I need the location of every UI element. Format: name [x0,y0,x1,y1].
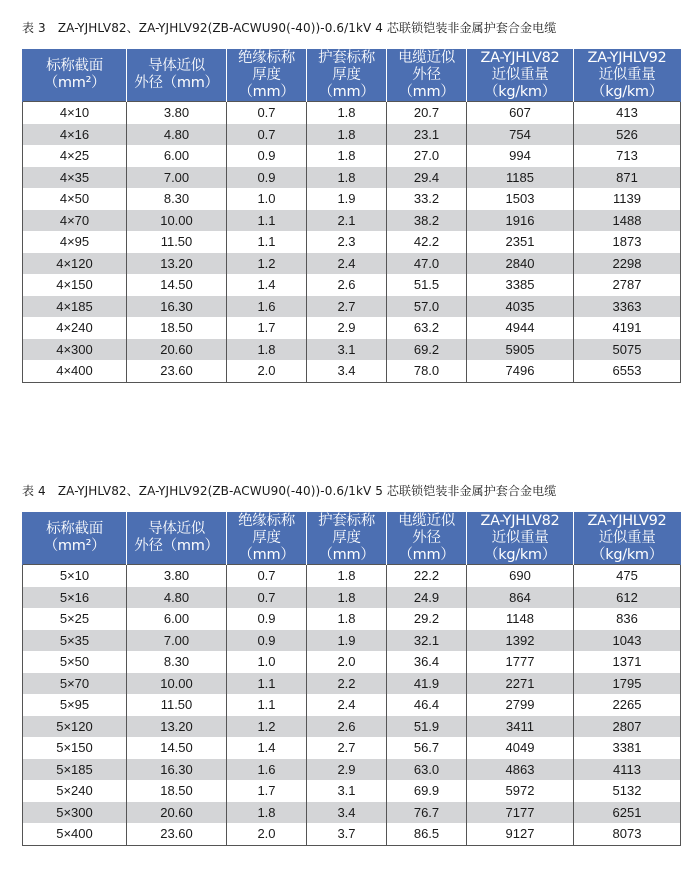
table-cell: 607 [467,102,574,124]
table-4-body [23,565,681,846]
table-cell: 22.2 [387,565,467,587]
table-cell: 2.0 [307,651,387,673]
table-cell: 3381 [574,737,681,759]
table-cell: 0.7 [227,102,307,124]
table-cell: 713 [574,145,681,167]
table-4-header-row [23,512,681,565]
table-cell: 2298 [574,253,681,275]
table-row [23,759,681,781]
table-cell: 4×400 [23,360,127,382]
table-cell: 2351 [467,231,574,253]
table-cell: 5×16 [23,587,127,609]
table-cell: 23.1 [387,124,467,146]
table-cell: 4191 [574,317,681,339]
table-cell: 8.30 [127,188,227,210]
table-cell: 1.7 [227,317,307,339]
table-cell: 41.9 [387,673,467,695]
column-header: 导体近似 外径（mm） [127,49,227,102]
table-cell: 5×300 [23,802,127,824]
table-row [23,694,681,716]
table-row [23,167,681,189]
table-row [23,231,681,253]
table-cell: 2.9 [307,317,387,339]
table-cell: 13.20 [127,716,227,738]
table-cell: 10.00 [127,673,227,695]
table-cell: 3385 [467,274,574,296]
table-4 [22,512,681,846]
table-cell: 1503 [467,188,574,210]
table-cell: 864 [467,587,574,609]
table-cell: 4×70 [23,210,127,232]
table-cell: 2840 [467,253,574,275]
table-3-caption: 表 3 ZA-YJHLV82、ZA-YJHLV92(ZB-ACWU90(-40))-0.6/1kV 4 芯联锁铠装非金属护套合金电缆 [22,21,557,35]
table-row [23,210,681,232]
table-cell: 0.7 [227,124,307,146]
table-cell: 475 [574,565,681,587]
table-cell: 24.9 [387,587,467,609]
table-cell: 4×185 [23,296,127,318]
table-cell: 4944 [467,317,574,339]
table-cell: 5075 [574,339,681,361]
column-header: 护套标称 厚度（mm） [307,49,387,102]
table-cell: 1873 [574,231,681,253]
table-cell: 1.0 [227,188,307,210]
table-cell: 9127 [467,823,574,845]
table-cell: 76.7 [387,802,467,824]
table-cell: 1.8 [307,565,387,587]
table-3-section [22,20,680,383]
column-header: 绝缘标称 厚度（mm） [227,49,307,102]
table-cell: 4×150 [23,274,127,296]
table-cell: 57.0 [387,296,467,318]
table-cell: 1.9 [307,630,387,652]
table-cell: 51.9 [387,716,467,738]
table-cell: 5×35 [23,630,127,652]
table-cell: 8073 [574,823,681,845]
table-cell: 3.7 [307,823,387,845]
table-cell: 2.0 [227,823,307,845]
table-cell: 2.6 [307,716,387,738]
table-cell: 3363 [574,296,681,318]
table-cell: 1.1 [227,694,307,716]
table-cell: 3.1 [307,780,387,802]
table-cell: 5×185 [23,759,127,781]
table-cell: 1.9 [307,188,387,210]
table-cell: 3.80 [127,565,227,587]
table-cell: 1.8 [307,124,387,146]
table-cell: 11.50 [127,231,227,253]
table-cell: 2.7 [307,737,387,759]
table-cell: 42.2 [387,231,467,253]
table-cell: 38.2 [387,210,467,232]
table-cell: 1.6 [227,759,307,781]
table-cell: 14.50 [127,274,227,296]
table-cell: 5×70 [23,673,127,695]
table-cell: 6553 [574,360,681,382]
table-3-header-row [23,49,681,102]
table-cell: 994 [467,145,574,167]
table-cell: 4035 [467,296,574,318]
table-cell: 4×120 [23,253,127,275]
table-cell: 3.80 [127,102,227,124]
table-row [23,630,681,652]
table-cell: 3.4 [307,360,387,382]
table-cell: 1.2 [227,253,307,275]
table-row [23,673,681,695]
column-header: 导体近似 外径（mm） [127,512,227,565]
table-cell: 18.50 [127,780,227,802]
table-cell: 2799 [467,694,574,716]
table-cell: 4×16 [23,124,127,146]
table-cell: 8.30 [127,651,227,673]
table-cell: 1.8 [307,608,387,630]
column-header: 绝缘标称 厚度（mm） [227,512,307,565]
table-row [23,360,681,382]
table-cell: 13.20 [127,253,227,275]
table-cell: 36.4 [387,651,467,673]
table-row [23,296,681,318]
table-cell: 29.2 [387,608,467,630]
table-cell: 1488 [574,210,681,232]
table-row [23,317,681,339]
table-cell: 1139 [574,188,681,210]
table-row [23,274,681,296]
table-cell: 1.4 [227,274,307,296]
table-cell: 5905 [467,339,574,361]
column-header: 电缆近似 外径（mm） [387,49,467,102]
table-cell: 690 [467,565,574,587]
table-cell: 14.50 [127,737,227,759]
column-header: ZA-YJHLV92 近似重量 （kg/km） [574,49,681,102]
table-cell: 16.30 [127,759,227,781]
table-4-caption: 表 4 ZA-YJHLV82、ZA-YJHLV92(ZB-ACWU90(-40))-0.6/1kV 5 芯联锁铠装非金属护套合金电缆 [22,484,557,498]
table-3 [22,49,681,383]
column-header: 标称截面 （mm²） [23,512,127,565]
table-cell: 78.0 [387,360,467,382]
table-cell: 4.80 [127,124,227,146]
table-cell: 5×10 [23,565,127,587]
table-cell: 4×50 [23,188,127,210]
table-cell: 5132 [574,780,681,802]
table-cell: 1.2 [227,716,307,738]
table-cell: 5×50 [23,651,127,673]
table-cell: 4×300 [23,339,127,361]
table-cell: 2.0 [227,360,307,382]
column-header: ZA-YJHLV82 近似重量 （kg/km） [467,49,574,102]
table-cell: 1777 [467,651,574,673]
table-cell: 1185 [467,167,574,189]
table-cell: 413 [574,102,681,124]
table-row [23,124,681,146]
table-cell: 612 [574,587,681,609]
table-cell: 63.0 [387,759,467,781]
table-cell: 4.80 [127,587,227,609]
table-cell: 526 [574,124,681,146]
table-cell: 1.1 [227,231,307,253]
table-cell: 4×35 [23,167,127,189]
table-row [23,823,681,845]
table-cell: 4×240 [23,317,127,339]
table-cell: 1.8 [307,102,387,124]
table-row [23,780,681,802]
table-cell: 69.9 [387,780,467,802]
table-cell: 51.5 [387,274,467,296]
table-cell: 1148 [467,608,574,630]
table-cell: 4863 [467,759,574,781]
table-row [23,587,681,609]
table-cell: 2.9 [307,759,387,781]
table-row [23,339,681,361]
table-cell: 3411 [467,716,574,738]
table-cell: 2.7 [307,296,387,318]
table-cell: 2265 [574,694,681,716]
table-cell: 47.0 [387,253,467,275]
table-cell: 4×10 [23,102,127,124]
table-row [23,716,681,738]
column-header: 标称截面 （mm²） [23,49,127,102]
table-cell: 871 [574,167,681,189]
table-cell: 1916 [467,210,574,232]
table-cell: 4×95 [23,231,127,253]
table-cell: 1392 [467,630,574,652]
table-cell: 4113 [574,759,681,781]
table-cell: 2.4 [307,694,387,716]
table-cell: 69.2 [387,339,467,361]
table-cell: 1.0 [227,651,307,673]
table-cell: 1.1 [227,673,307,695]
table-cell: 1.8 [307,587,387,609]
table-row [23,737,681,759]
table-cell: 4×25 [23,145,127,167]
table-row [23,651,681,673]
table-cell: 0.7 [227,565,307,587]
table-cell: 2271 [467,673,574,695]
table-row [23,565,681,587]
column-header: 护套标称 厚度（mm） [307,512,387,565]
table-cell: 3.4 [307,802,387,824]
table-cell: 5×150 [23,737,127,759]
table-cell: 23.60 [127,823,227,845]
table-cell: 29.4 [387,167,467,189]
table-cell: 1.8 [307,167,387,189]
table-cell: 2787 [574,274,681,296]
table-cell: 0.9 [227,145,307,167]
table-cell: 1.6 [227,296,307,318]
table-cell: 2.4 [307,253,387,275]
table-row [23,102,681,124]
table-cell: 23.60 [127,360,227,382]
table-cell: 27.0 [387,145,467,167]
table-cell: 7.00 [127,630,227,652]
table-cell: 2.3 [307,231,387,253]
table-cell: 5972 [467,780,574,802]
table-cell: 6.00 [127,608,227,630]
table-cell: 1.8 [227,802,307,824]
table-cell: 6251 [574,802,681,824]
table-cell: 1371 [574,651,681,673]
table-cell: 32.1 [387,630,467,652]
table-cell: 836 [574,608,681,630]
table-cell: 1.4 [227,737,307,759]
table-row [23,608,681,630]
table-cell: 16.30 [127,296,227,318]
table-cell: 5×400 [23,823,127,845]
table-cell: 4049 [467,737,574,759]
table-row [23,145,681,167]
table-cell: 1795 [574,673,681,695]
table-cell: 1.7 [227,780,307,802]
table-4-section [22,483,680,846]
table-cell: 6.00 [127,145,227,167]
table-cell: 1.1 [227,210,307,232]
table-cell: 0.7 [227,587,307,609]
table-cell: 2.1 [307,210,387,232]
table-cell: 20.60 [127,339,227,361]
table-cell: 5×120 [23,716,127,738]
table-cell: 2.6 [307,274,387,296]
table-cell: 56.7 [387,737,467,759]
table-cell: 20.60 [127,802,227,824]
table-3-body [23,102,681,383]
table-cell: 0.9 [227,630,307,652]
table-cell: 5×240 [23,780,127,802]
table-cell: 63.2 [387,317,467,339]
table-cell: 5×25 [23,608,127,630]
table-cell: 2807 [574,716,681,738]
table-cell: 0.9 [227,608,307,630]
column-header: ZA-YJHLV92 近似重量 （kg/km） [574,512,681,565]
table-cell: 1043 [574,630,681,652]
table-row [23,188,681,210]
table-cell: 18.50 [127,317,227,339]
table-cell: 46.4 [387,694,467,716]
table-cell: 10.00 [127,210,227,232]
column-header: ZA-YJHLV82 近似重量 （kg/km） [467,512,574,565]
table-cell: 2.2 [307,673,387,695]
table-cell: 1.8 [307,145,387,167]
table-cell: 20.7 [387,102,467,124]
table-cell: 11.50 [127,694,227,716]
table-cell: 7496 [467,360,574,382]
table-cell: 7.00 [127,167,227,189]
table-cell: 0.9 [227,167,307,189]
table-cell: 5×95 [23,694,127,716]
table-cell: 7177 [467,802,574,824]
table-row [23,253,681,275]
table-cell: 86.5 [387,823,467,845]
table-cell: 1.8 [227,339,307,361]
table-cell: 754 [467,124,574,146]
table-row [23,802,681,824]
table-cell: 3.1 [307,339,387,361]
column-header: 电缆近似 外径（mm） [387,512,467,565]
table-cell: 33.2 [387,188,467,210]
